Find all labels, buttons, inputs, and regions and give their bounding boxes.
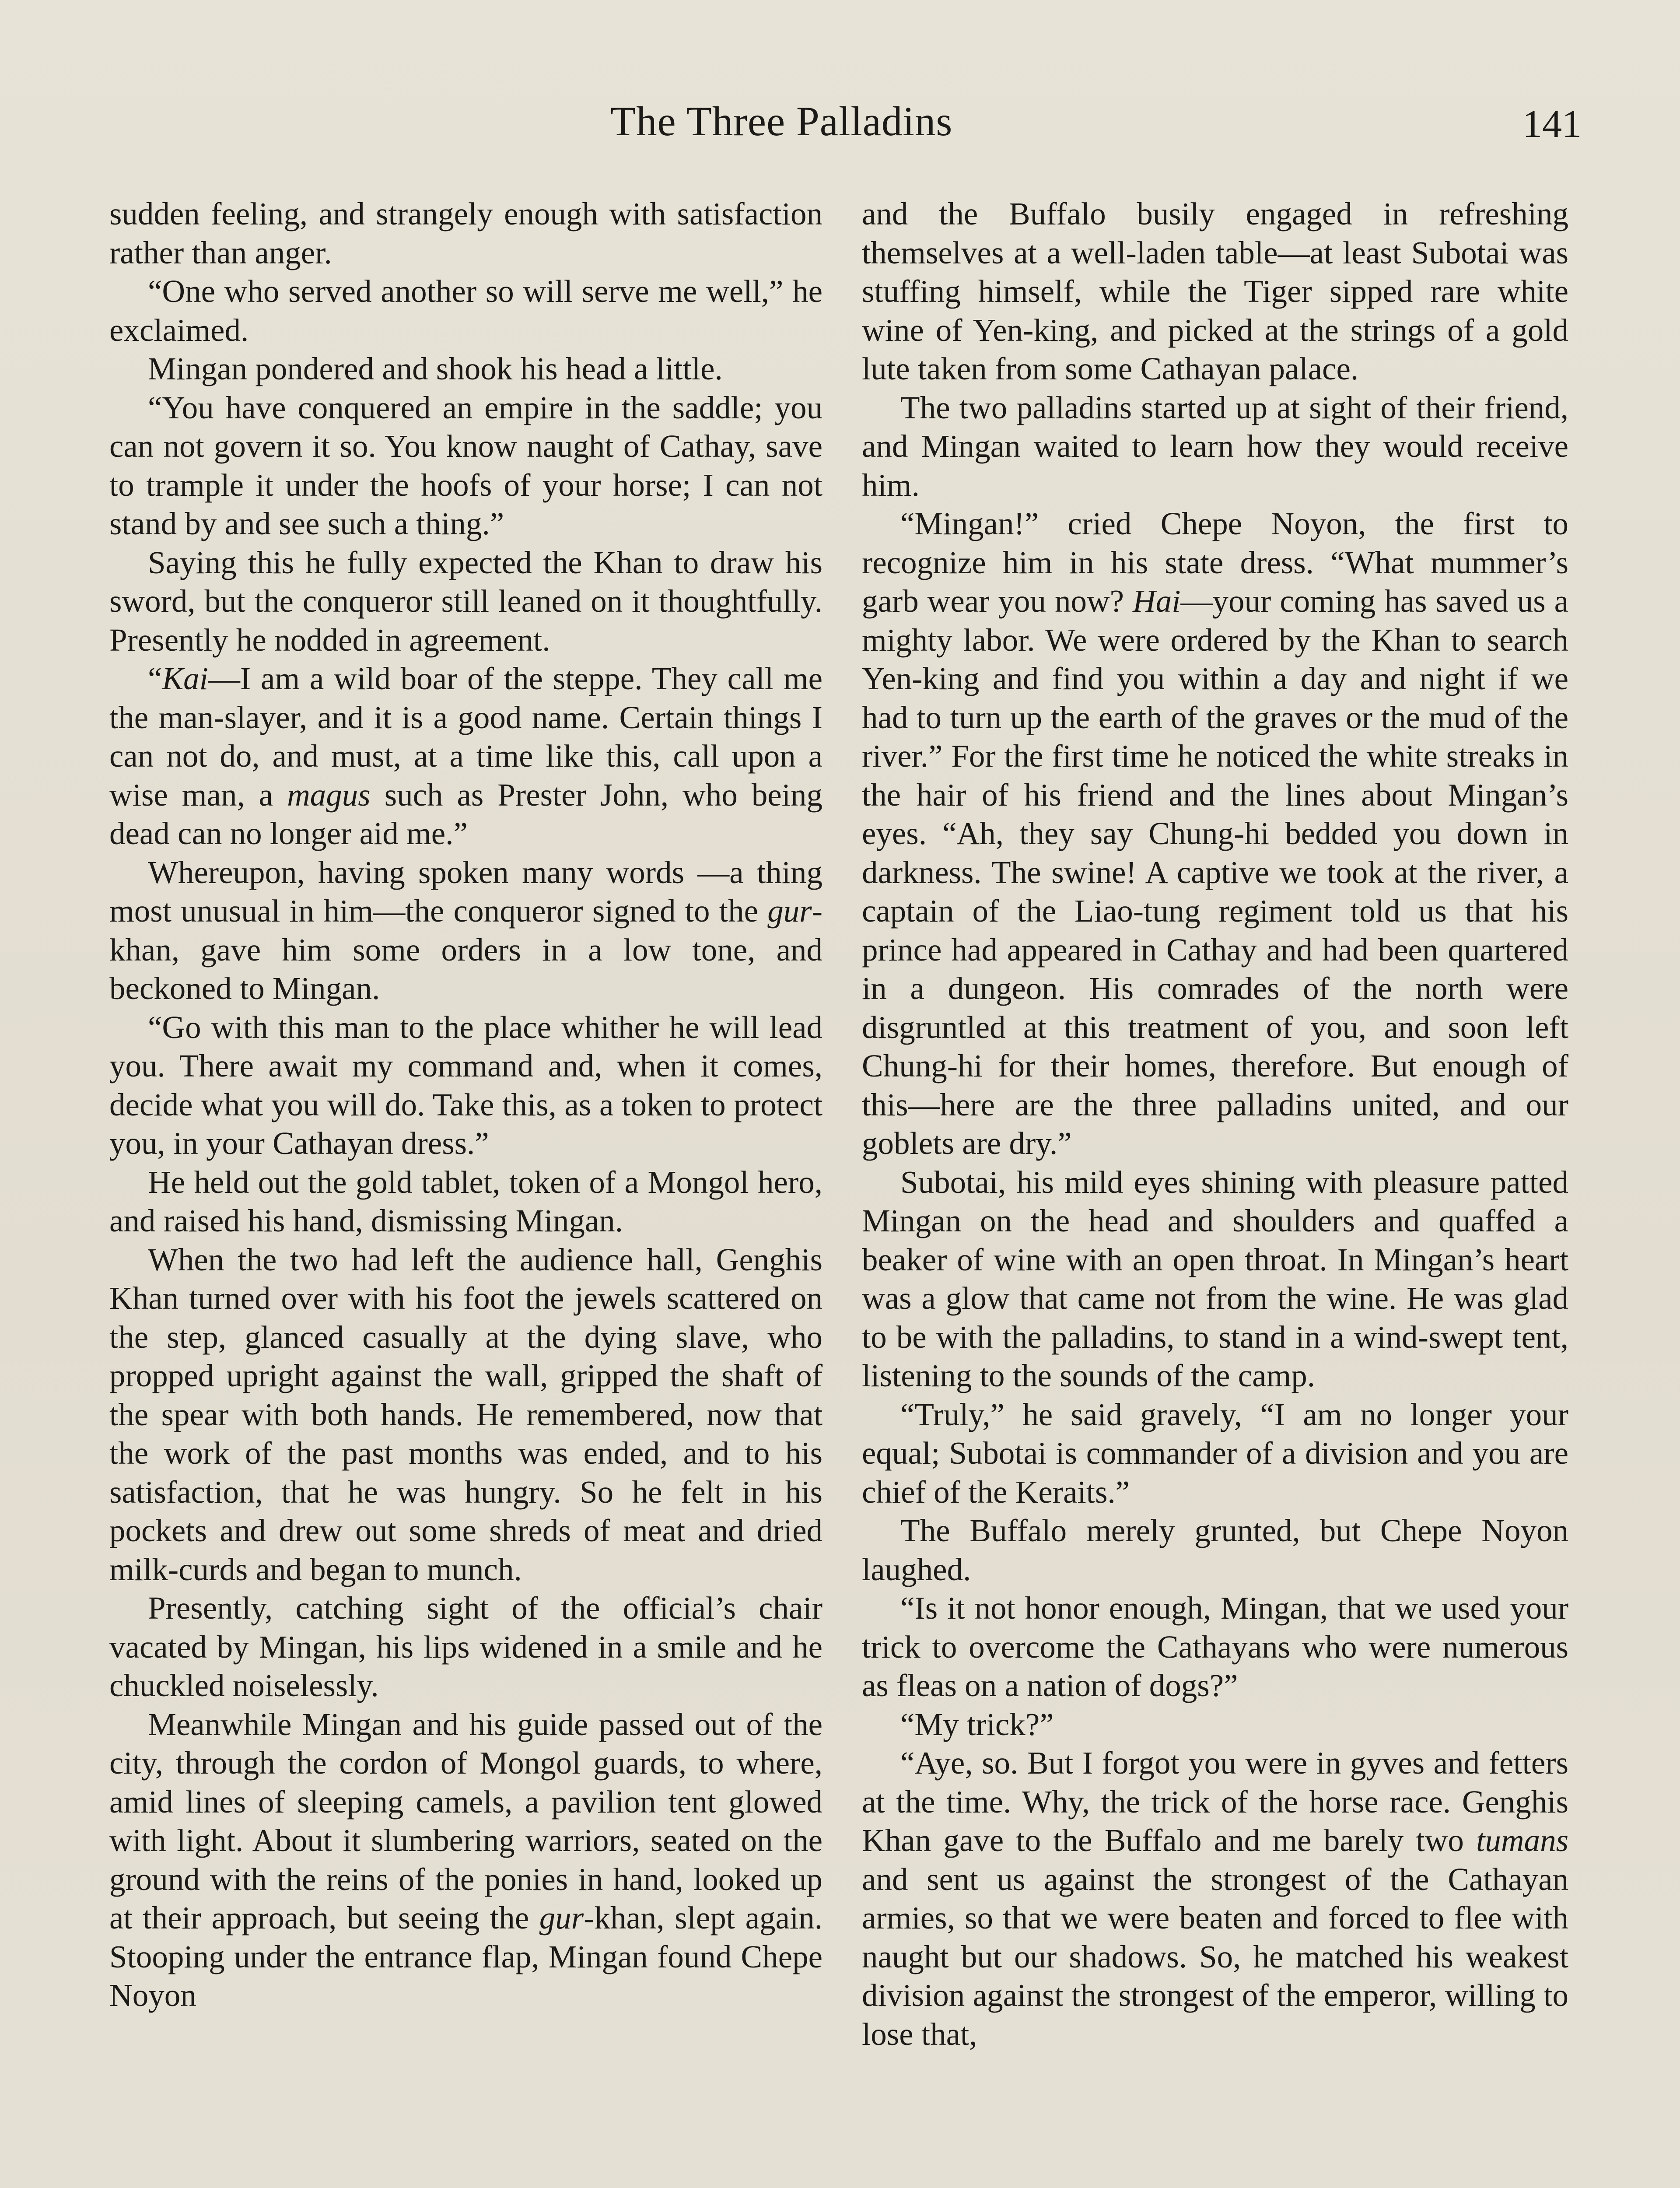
paragraph: Mingan pondered and shook his head a little.	[148, 351, 723, 386]
paragraph: Subotai, his mild eyes shining with pleasure patted Mingan on the head and shoulders and quaffed a beaker of wine with an open throat. In Mingan’s heart was a glow that came not from the wine. He was glad to be with the palladins, to stand in a wind-swept tent, listening to the sounds of the camp.	[862, 1164, 1568, 1393]
paragraph: and the Buffalo busily engaged in refreshing themselves at a well-laden table—at least Subotai was stuffing himself, while the Tiger sipped rare white wine of Yen-king, and picked at the strings of a gold lute taken from some Cathayan palace.	[862, 196, 1568, 386]
paragraph: The Buffalo merely grunted, but Chepe Noyon laughed.	[862, 1513, 1568, 1587]
paragraph: “One who served another so will serve me well,” he exclaimed.	[109, 274, 822, 348]
paragraph: When the two had left the audience hall, Genghis Khan turned over with his foot the jewels scattered on the step, glanced casually at the dying slave, who propped upright against the wall, gripped the shaft of the spear with both hands. He remembered, now that the work of the past months was ended, and to his satisfaction, that he was hungry. So he felt in his pockets and drew out some shreds of meat and dried milk-curds and began to munch.	[109, 1241, 822, 1587]
paragraph: “Aye, so. But I forgot you were in gyves and fetters at the time. Why, the trick of the horse race. Genghis Khan gave to the Buffalo and me barely two tumans and sent us against the strongest of the Cathayan armies, so that we were beaten and forced to flee with naught but our shadows. So, he matched his weakest division against the strongest of the emperor, willing to lose that,	[862, 1745, 1568, 2052]
page-number: 141	[1522, 102, 1582, 146]
paragraph: “Is it not honor enough, Mingan, that we used your trick to overcome the Cathayans who were numerous as fleas on a nation of dogs?”	[862, 1590, 1568, 1703]
left-text-column	[109, 195, 822, 2015]
paragraph: He held out the gold tablet, token of a Mongol hero, and raised his hand, dismissing Mingan.	[109, 1164, 822, 1238]
right-text-column	[862, 195, 1568, 2054]
paragraph: Meanwhile Mingan and his guide passed out of the city, through the cordon of Mongol guards, to where, amid lines of sleeping camels, a pavilion tent glowed with light. About it slumbering warriors, seated on the ground with the reins of the ponies in hand, looked up at their approach, but seeing the gur-khan, slept again. Stooping under the entrance flap, Mingan found Chepe Noyon	[109, 1706, 822, 2013]
paragraph: “My trick?”	[900, 1706, 1054, 1742]
paragraph: “Kai—I am a wild boar of the steppe. They call me the man-slayer, and it is a good name. Certain things I can not do, and must, at a time like this, call upon a wise man, a magus such as Prester John, who being dead can no longer aid me.”	[109, 661, 822, 851]
paragraph: “Go with this man to the place whither he will lead you. There await my command and, when it comes, decide what you will do. Take this, as a token to protect you, in your Cathayan dress.”	[109, 1009, 822, 1161]
paragraph: “Mingan!” cried Chepe Noyon, the first to recognize him in his state dress. “What mummer’s garb wear you now? Hai—your coming has saved us a mighty labor. We were ordered by the Khan to search Yen-king and find you within a day and night if we had to turn up the earth of the graves or the mud of the river.” For the first time he noticed the white streaks in the hair of his friend and the lines about Mingan’s eyes. “Ah, they say Chung-hi bedded you down in darkness. The swine! A captive we took at the river, a captain of the Liao-tung regiment told us that his prince had appeared in Cathay and had been quartered in a dungeon. His comrades of the north were disgruntled at this treatment of you, and soon left Chung-hi for their homes, therefore. But enough of this—here are the three palladins united, and our goblets are dry.”	[862, 506, 1568, 1161]
paragraph: “Truly,” he said gravely, “I am no longer your equal; Subotai is commander of a division and you are chief of the Keraits.”	[862, 1396, 1568, 1510]
paragraph: Saying this he fully expected the Khan to draw his sword, but the conqueror still leaned on it thoughtfully. Presently he nodded in agreement.	[109, 544, 822, 658]
paragraph: Presently, catching sight of the official’s chair vacated by Mingan, his lips widened in a smile and he chuckled noiselessly.	[109, 1590, 822, 1703]
paragraph: Whereupon, having spoken many words —a thing most unusual in him—the conqueror signed to the gur-khan, gave him some orders in a low tone, and beckoned to Mingan.	[109, 854, 822, 1006]
paragraph: sudden feeling, and strangely enough with satisfaction rather than anger.	[109, 196, 822, 270]
paragraph: The two palladins started up at sight of their friend, and Mingan waited to learn how they would receive him.	[862, 389, 1568, 503]
paragraph: “You have conquered an empire in the saddle; you can not govern it so. You know naught of Cathay, save to trample it under the hoofs of your horse; I can not stand by and see such a thing.”	[109, 389, 822, 541]
running-title: The Three Palladins	[610, 98, 953, 144]
